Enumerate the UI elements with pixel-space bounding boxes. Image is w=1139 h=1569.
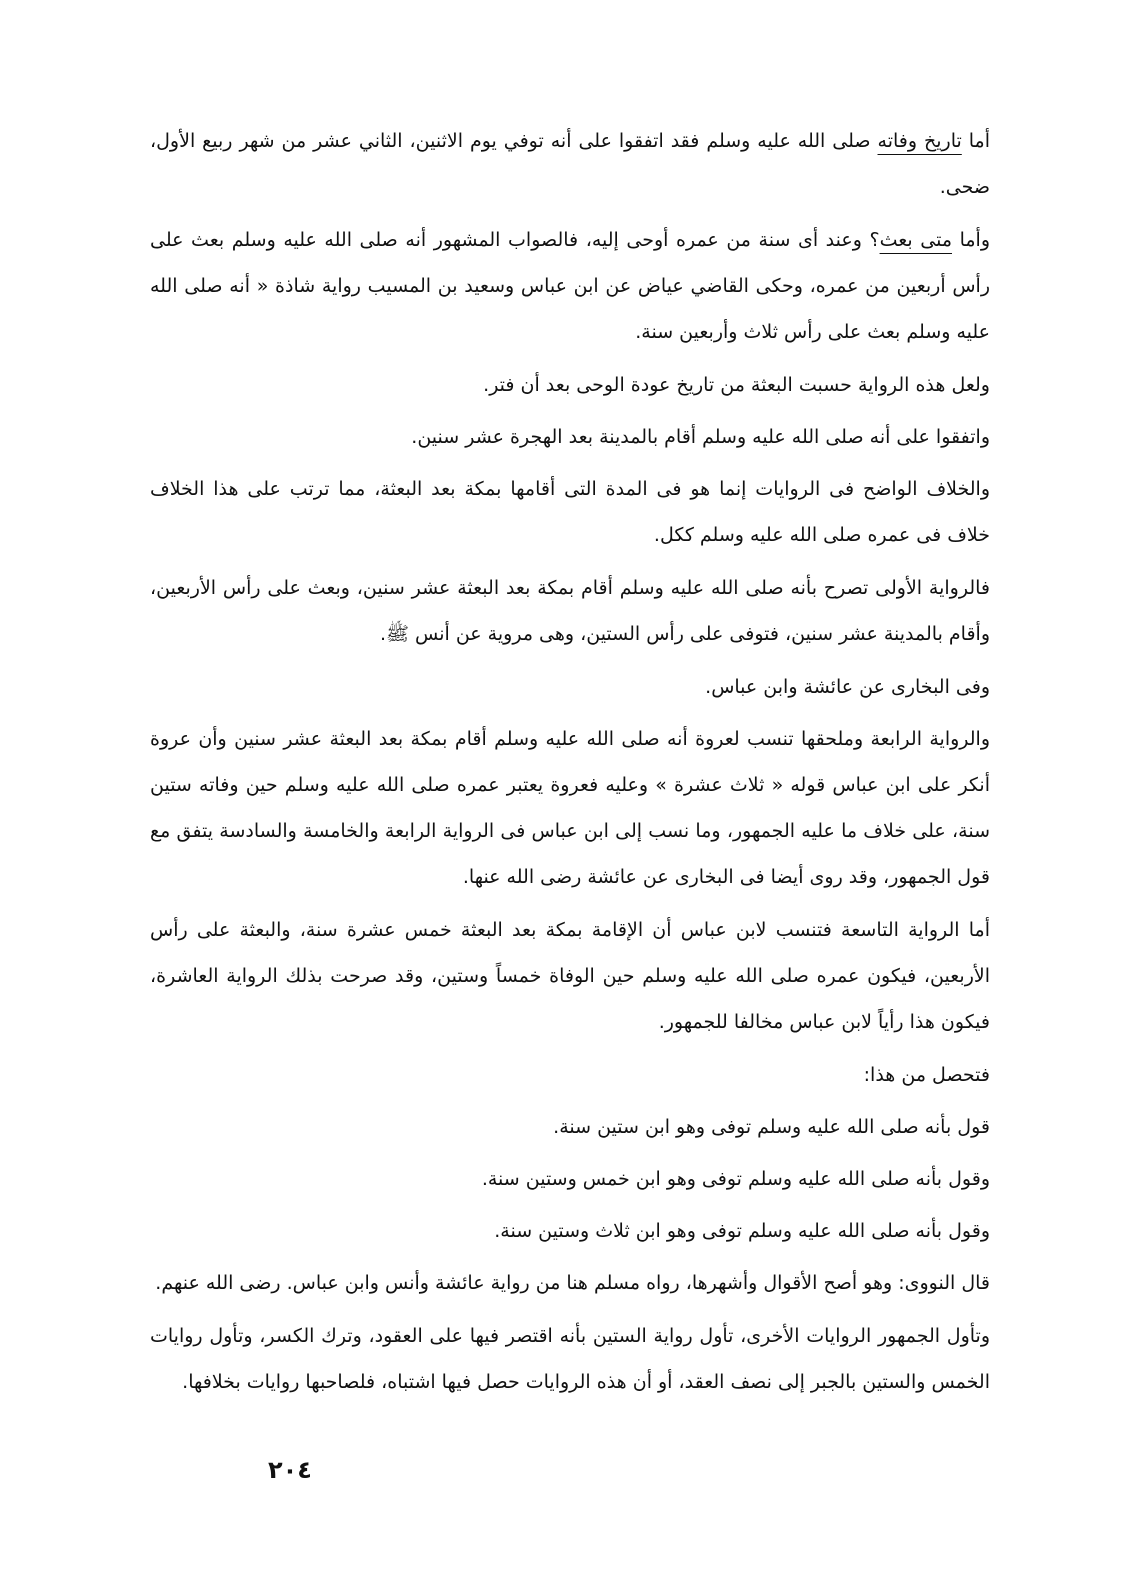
page-number: ٢٠٤	[268, 1456, 312, 1484]
paragraph-death-date	[150, 118, 990, 210]
paragraph-text: ولعل هذه الرواية حسبت البعثة من تاريخ عودة الوحى بعد أن فتر.	[483, 374, 990, 396]
paragraph-text: والخلاف الواضح فى الروايات إنما هو فى المدة التى أقامها بمكة بعد البعثة، مما ترتب على هذا الخلاف خلاف فى عمره صلى الله عليه وسلم ككل.	[150, 478, 990, 546]
paragraph-text: وفى البخارى عن عائشة وابن عباس.	[705, 676, 990, 698]
paragraph-text: والرواية الرابعة وملحقها تنسب لعروة أنه صلى الله عليه وسلم أقام بمكة بعد البعثة عشر سنين وأن عروة أنكر على ابن عباس قوله « ثلاث عشرة » وعليه فعروة يعتبر عمره صلى الله عليه وسلم حين وفاته ستين سنة، على خلاف ما عليه الجمهور، وما نسب إلى ابن عباس فى الرواية الرابعة والخامسة والسادسة يتفق مع قول الجمهور، وقد روى أيضا فى البخارى عن عائشة رضى الله عنها.	[150, 728, 990, 888]
paragraph-text: صلى الله عليه وسلم فقد اتفقوا على أنه توفي يوم الاثنين، الثاني عشر من شهر ربيع الأول، ضحى.	[150, 130, 990, 198]
underlined-phrase: تاريخ وفاته	[877, 130, 962, 152]
list-item: وقول بأنه صلى الله عليه وسلم توفى وهو ابن ثلاث وستين سنة.	[494, 1220, 990, 1242]
paragraph-text: واتفقوا على أنه صلى الله عليه وسلم أقام بالمدينة بعد الهجرة عشر سنين.	[411, 426, 990, 448]
paragraph-text: فالرواية الأولى تصرح بأنه صلى الله عليه وسلم أقام بمكة بعد البعثة عشر سنين، وبعث على رأس الأربعين، وأقام بالمدينة عشر سنين، فتوفى على رأس الستين، وهى مروية عن أنس ﷺ.	[150, 577, 990, 645]
list-item: وقول بأنه صلى الله عليه وسلم توفى وهو ابن خمس وستين سنة.	[481, 1168, 990, 1190]
paragraph-text: أما الرواية التاسعة فتنسب لابن عباس أن الإقامة بمكة بعد البعثة خمس عشرة سنة، والبعثة على رأس الأربعين، فيكون عمره صلى الله عليه وسلم حين الوفاة خمساً وستين، وقد صرحت بذلك الرواية العاشرة، فيكون هذا رأياً لابن عباس مخالفا للجمهور.	[150, 919, 990, 1033]
paragraph-lead: وأما	[952, 229, 990, 251]
paragraph-text: قال النووى: وهو أصح الأقوال وأشهرها، رواه مسلم هنا من رواية عائشة وأنس وابن عباس. رضى الله عنهم.	[155, 1272, 990, 1294]
page-body	[150, 118, 990, 1412]
paragraph-lead: أما	[961, 130, 990, 152]
underlined-phrase: متى بعث	[879, 229, 952, 251]
paragraph-text: فتحصل من هذا:	[863, 1064, 990, 1086]
list-item: قول بأنه صلى الله عليه وسلم توفى وهو ابن ستين سنة.	[553, 1116, 990, 1138]
paragraph-text: ؟ وعند أى سنة من عمره أوحى إليه، فالصواب المشهور أنه صلى الله عليه وسلم بعث على رأس أربعين من عمره، وحكى القاضي عياض عن ابن عباس وسعيد بن المسيب رواية شاذة « أنه صلى الله عليه وسلم بعث على رأس ثلاث وأربعين سنة.	[150, 229, 990, 343]
paragraph-text: وتأول الجمهور الروايات الأخرى، تأول رواية الستين بأنه اقتصر فيها على العقود، وترك الكسر، وتأول روايات الخمس والستين بالجبر إلى نصف العقد، أو أن هذه الروايات حصل فيها اشتباه، فلصاحبها روايات بخلافها.	[150, 1325, 990, 1393]
paragraph-mission	[150, 217, 990, 355]
